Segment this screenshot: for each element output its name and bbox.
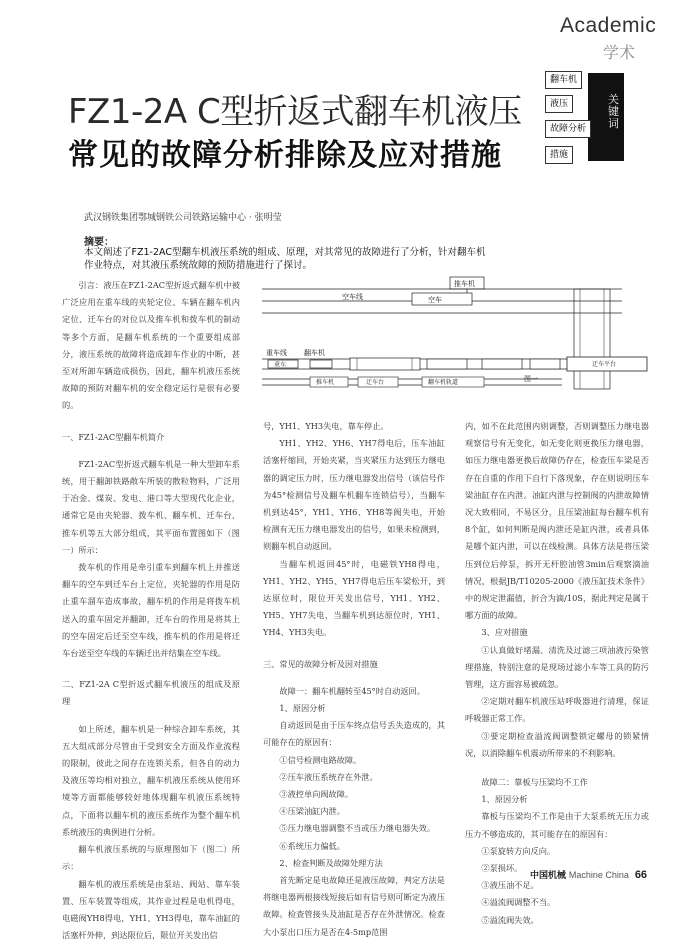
- paragraph: ①泵旋转方向反向。: [465, 843, 649, 860]
- paragraph: ③液压油不足。: [465, 877, 649, 894]
- label-pusher-small: 推车机: [316, 378, 334, 386]
- keyword-tag: 翻车机: [545, 71, 582, 89]
- journal-name-en: Machine China: [569, 870, 629, 880]
- label-pusher: 推车机: [454, 279, 475, 288]
- keyword-tag: 故障分析: [545, 120, 591, 138]
- paragraph: ①信号检测电路故障。: [263, 752, 445, 769]
- section-heading: 一、FZ1-2AC型翻车机简介: [62, 429, 240, 446]
- paragraph: 2、检查判断及故障处理方法: [263, 855, 445, 872]
- title-line-1: FZ1-2A C型折返式翻车机液压: [68, 84, 522, 133]
- paragraph: ⑥系统压力偏低。: [263, 838, 445, 855]
- page-footer: [530, 868, 647, 881]
- label-heavy-line: 重车线: [266, 348, 287, 357]
- empty-car-box: [412, 293, 472, 305]
- paragraph: 如上所述，翻车机是一种综合卸车系统，其五大组成部分尽管由于受到安全方面及作业流程的限制，彼此之间存在连锁关系，但各自的动力及液压等均相对独立，翻车机液压系统从使用环境等方面都能够较好地体现翻车机液压系统特点，下面将以翻车机的液压系统作为整个翻车机系统液压的典例进行分析。: [62, 721, 240, 841]
- author-line: 武汉钢铁集团鄂城钢铁公司铁路运输中心 · 张明莹: [84, 210, 282, 223]
- paragraph: ④压梁油缸内泄。: [263, 803, 445, 820]
- paragraph: 故障二：靠板与压梁均不工作: [465, 774, 649, 791]
- paragraph: ③液控单向阀故障。: [263, 786, 445, 803]
- abstract-heading: 摘要：: [84, 233, 114, 248]
- keywords-label: 关键词: [608, 94, 622, 130]
- paragraph: 翻车机液压系统的与原理图如下（图二）所示：: [62, 841, 240, 875]
- label-transfer-platform: 迁车平台: [592, 360, 616, 368]
- section-label-en: Academic: [560, 14, 656, 38]
- paragraph: ①认真做好堵漏、清洗及过滤三项油液污染管理措施，特别注意的是现场过滤小车等工具的防污管理，这方面容易被疏忽。: [465, 642, 649, 694]
- paragraph: 引言：液压在FZ1-2AC型折返式翻车机中被广泛应用在重车线的夹轮定位、车辆在翻车机内定位、迁车台的对位以及推车机和拨车机的制动等多个方面，是翻车机系统的一个重要组成部分，液压系统的故障将造成卸车作业的中断，甚至对所卸车辆造成损伤，因此，翻车机液压系统故障的预防对翻车机的安全稳定运行是很有必要的。: [62, 277, 240, 415]
- paragraph: ②定期对翻车机液压站呼吸器进行清理，保证呼吸器正常工作。: [465, 693, 649, 727]
- paragraph: 翻车机的液压系统是由泵站、阀站、靠车装置、压车装置等组成，其作业过程是电机得电，电磁阀YH8得电，YH1、YH3得电，靠车油缸的活塞杆外伸，到达限位后，限位开关发出信: [62, 876, 240, 944]
- paragraph: 当翻车机返回45°时，电磁铁YH8得电，YH1、YH2、YH5、YH7得电后压车梁松开，到达原位时，限位开关发出信号，YH1、YH2、YH5、YH7失电，当翻车机到达原位时，YH1、YH4、YH3失电。: [263, 556, 445, 642]
- text-column-1: [62, 277, 240, 944]
- paragraph: 3、应对措施: [465, 624, 649, 641]
- section-label-cn: 学术: [603, 40, 635, 63]
- text-column-2: [263, 418, 445, 941]
- paragraph: 靠板与压梁均不工作是由于大泵系统无压力或压力不够造成的，其可能存在的原因有：: [465, 808, 649, 842]
- page-number: 66: [635, 869, 647, 881]
- paragraph: YH1、YH2、YH6、YH7得电后，压车油缸活塞杆缩回，开始夹紧，当夹紧压力达到压力继电器的调定压力时，压力继电器发出信号（该信号作为45°检测信号及翻车机翻车连锁信号），当翻车机到达45°，YH1、YH6、YH8等阀失电，开始检测有无压力继电器发出的信号，如果未检测到，则翻车机自动返回。: [263, 435, 445, 555]
- label-transfer: 迁车台: [366, 378, 384, 386]
- figure-caption: 图一: [524, 374, 538, 383]
- paragraph: 拨车机的作用是牵引重车到翻车机上并推送翻车的空车到迁车台上定位，夹轮器的作用是防止重车溜车造成事故，翻车机的作用是将拨车机送入的重车固定并翻卸，迁车台的作用是将其上的空车固定后迁至空车线，推车机的作用是将迁车台送至空车线的车辆迁出并结集在空车线。: [62, 559, 240, 662]
- label-empty-car: 空车: [428, 295, 442, 304]
- paragraph: 故障一：翻车机翻转至45°时自动返回。: [263, 683, 445, 700]
- label-dumper-rail: 翻车机轨道: [428, 378, 458, 386]
- paragraph: ⑤压力继电器调整不当或压力继电器失效。: [263, 820, 445, 837]
- section-heading: 二、FZ1-2A C型折返式翻车机液压的组成及原理: [62, 676, 240, 710]
- paragraph: 1、原因分析: [465, 791, 649, 808]
- paragraph: ②泵损坏。: [465, 860, 649, 877]
- title-line-2: 常见的故障分析排除及应对措施: [68, 130, 502, 174]
- paragraph: ③要定期检查溢流阀调整锁定螺母的锁紧情况，以消除翻车机震动所带来的不利影响。: [465, 728, 649, 762]
- journal-name-cn: 中国机械: [530, 871, 566, 881]
- label-dumper: 翻车机: [304, 348, 325, 357]
- paragraph-gap: [465, 762, 649, 774]
- paragraph: ②压车液压系统存在外泄。: [263, 769, 445, 786]
- paragraph: ④溢流阀调整不当。: [465, 894, 649, 911]
- paragraph: 首先断定是电故障还是液压故障，判定方法是将继电器两根接线短接后如有信号则可断定为液压故障。检查管接头及油缸是否存在外泄情况。检查大小泵出口压力是否在4-5mp范围: [263, 872, 445, 941]
- keyword-tag: 液压: [545, 95, 573, 113]
- paragraph: ⑤溢流阀失效。: [465, 912, 649, 929]
- paragraph: 号，YH1、YH3失电，靠车停止。: [263, 418, 445, 435]
- paragraph: FZ1-2AC型折返式翻车机是一种大型卸车系统，用于翻卸铁路敞车所装的散粒物料，广泛用于冶金、煤炭、发电、港口等大型现代化企业，通常它是由夹轮器、拨车机、翻车机、迁车台、推车机等五大部分组成，其平面布置图如下（图一）所示：: [62, 456, 240, 559]
- paragraph: 内，如不在此范围内则调整，否则调整压力继电器观察信号有无变化，如无变化则更换压力继电器，如压力继电器更换后故障仍存在，检查压车梁是否存在自重的作用下自行下落现象，存在则说明压车梁油缸存在内泄。油缸内泄与控制阀的内泄故障情况大致相同，不易区分，且压梁油缸每台翻车机有8个缸，如何判断是阀内泄还是缸内泄，或者具体是哪个缸内泄，可以在线检测。具体方法是将压梁压到位后停泵，拆开无杆腔油管3min后观察滴油情况，根据JB/T10205-2000《液压缸技术条件》中的规定泄漏值，折合为滴/10S，据此判定是属于哪方面的故障。: [465, 418, 649, 624]
- text-column-3: [465, 418, 649, 929]
- section-heading: 三、常见的故障分析及因对措施: [263, 656, 445, 673]
- layout-diagram: [262, 275, 652, 403]
- label-empty-line: 空车线: [342, 292, 363, 301]
- keyword-tag: 措施: [545, 146, 573, 164]
- abstract-text: 本文阐述了FZ1-2AC型翻车机液压系统的组成、原理，对其常见的故障进行了分析，针对翻车机作业特点，对其液压系统故障的预防措施进行了探讨。: [84, 246, 494, 272]
- paragraph: 1、原因分析: [263, 700, 445, 717]
- paragraph: 自动返回是由于压车终点信号丢失造成的，其可能存在的原因有：: [263, 717, 445, 751]
- label-heavy-car: 重车: [274, 361, 286, 369]
